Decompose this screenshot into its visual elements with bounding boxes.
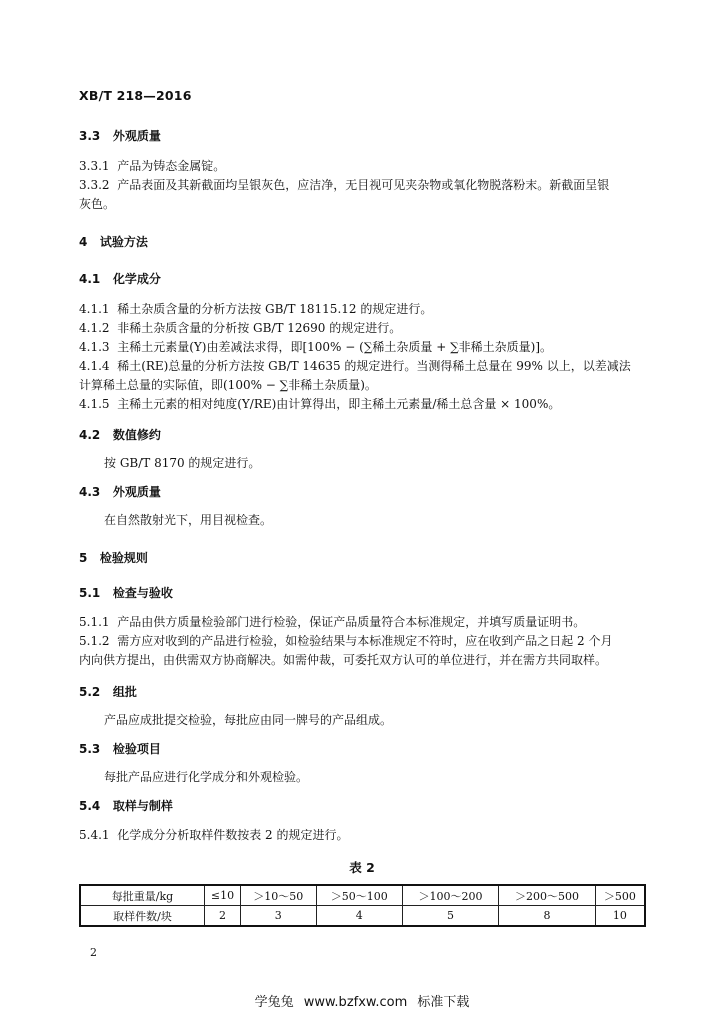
clause-number: 5.4.1 — [79, 828, 110, 842]
clause-5-1-2-continuation: 内向供方提出，由供需双方协商解决。如需仲裁，可委托双方认可的单位进行，并在需方共同取样。 — [79, 653, 608, 667]
section-heading-5-1 — [79, 585, 173, 602]
clause-4-1-4 — [79, 358, 631, 375]
clause-number: 5.1.1 — [79, 615, 110, 629]
section-heading-4-3 — [79, 484, 161, 501]
table-cell: 8 — [499, 906, 595, 927]
table-row — [80, 906, 645, 927]
section-heading-3-3 — [79, 128, 161, 145]
table-cell: ＞200～500 — [499, 885, 595, 906]
clause-4-1-3 — [79, 339, 552, 356]
section-heading-5 — [79, 550, 148, 567]
table-cell: ＞10～50 — [240, 885, 316, 906]
section-number: 4 — [79, 235, 88, 249]
section-title: 取样与制样 — [112, 799, 173, 813]
clause-4-1-5 — [79, 396, 560, 413]
table-cell: ＞100～200 — [402, 885, 498, 906]
section-number: 5.4 — [79, 799, 101, 813]
clause-text: 稀土杂质含量的分析方法按 GB/T 18115.12 的规定进行。 — [117, 302, 433, 316]
clause-5-1-1 — [79, 614, 585, 631]
section-heading-4-1 — [79, 271, 161, 288]
clause-4-1-4-continuation: 计算稀土总量的实际值，即(100% − ∑非稀土杂质量)。 — [79, 378, 377, 392]
clause-3-3-1 — [79, 158, 225, 175]
clause-number: 5.1.2 — [79, 634, 110, 648]
clause-number: 4.1.5 — [79, 397, 110, 411]
section-heading-5-3 — [79, 741, 161, 758]
section-title: 化学成分 — [112, 272, 161, 286]
section-title: 检验规则 — [99, 551, 148, 565]
table-cell: ＞500 — [595, 885, 645, 906]
clause-number: 4.1.3 — [79, 340, 110, 354]
clause-5-4-1 — [79, 827, 348, 844]
clause-3-3-2-continuation: 灰色。 — [79, 197, 116, 211]
page-number: 2 — [90, 946, 97, 959]
section-number: 4.3 — [79, 485, 101, 499]
clause-4-1-2 — [79, 320, 401, 337]
table-row — [80, 885, 645, 906]
clause-text: 产品为铸态金属锭。 — [117, 159, 226, 173]
section-title: 组批 — [112, 685, 137, 699]
table-cell: ≤10 — [205, 885, 241, 906]
section-4-3-text: 在自然散射光下，用目视检查。 — [104, 513, 273, 527]
clause-number: 3.3.1 — [79, 159, 110, 173]
section-title: 检查与验收 — [112, 586, 173, 600]
section-heading-4 — [79, 234, 148, 251]
section-number: 5 — [79, 551, 88, 565]
section-number: 3.3 — [79, 129, 101, 143]
section-title: 数值修约 — [112, 428, 161, 442]
table-cell: 5 — [402, 906, 498, 927]
section-title: 外观质量 — [112, 129, 161, 143]
table-cell: 10 — [595, 906, 645, 927]
clause-4-1-1 — [79, 301, 432, 318]
clause-number: 4.1.4 — [79, 359, 110, 373]
section-5-2-text: 产品应成批提交检验，每批应由同一牌号的产品组成。 — [104, 713, 393, 727]
table-caption: 表 2 — [349, 860, 375, 875]
document-number: XB/T 218—2016 — [79, 88, 192, 103]
section-heading-4-2 — [79, 427, 161, 444]
footer-watermark-text: 学兔兔 www.bzfxw.com 标准下载 — [254, 995, 470, 1010]
clause-text: 非稀土杂质含量的分析按 GB/T 12690 的规定进行。 — [117, 321, 402, 335]
clause-number: 3.3.2 — [79, 178, 110, 192]
clause-number: 4.1.1 — [79, 302, 110, 316]
section-number: 5.2 — [79, 685, 101, 699]
section-number: 5.3 — [79, 742, 101, 756]
clause-text: 产品表面及其新截面均呈银灰色，应洁净，无目视可见夹杂物或氧化物脱落粉末。新截面呈银 — [117, 178, 610, 192]
table-cell: 3 — [240, 906, 316, 927]
clause-text: 化学成分分析取样件数按表 2 的规定进行。 — [117, 828, 349, 842]
table-cell: ＞50～100 — [316, 885, 402, 906]
clause-3-3-2 — [79, 177, 609, 194]
clause-5-1-2 — [79, 633, 612, 650]
section-number: 4.1 — [79, 272, 101, 286]
sampling-table — [79, 884, 646, 927]
section-number: 5.1 — [79, 586, 101, 600]
section-title: 试验方法 — [99, 235, 148, 249]
clause-text: 主稀土元素的相对纯度(Y/RE)由计算得出，即主稀土元素量/稀土总含量 × 100%。 — [117, 397, 561, 411]
section-title: 外观质量 — [112, 485, 161, 499]
clause-text: 稀土(RE)总量的分析方法按 GB/T 14635 的规定进行。当测得稀土总量在 99% 以上，以差减法 — [117, 359, 631, 373]
section-5-3-text: 每批产品应进行化学成分和外观检验。 — [104, 770, 309, 784]
table-cell: 2 — [205, 906, 241, 927]
table-cell: 4 — [316, 906, 402, 927]
section-4-2-text: 按 GB/T 8170 的规定进行。 — [104, 456, 261, 470]
section-heading-5-4 — [79, 798, 173, 815]
clause-number: 4.1.2 — [79, 321, 110, 335]
section-heading-5-2 — [79, 684, 137, 701]
section-number: 4.2 — [79, 428, 101, 442]
section-title: 检验项目 — [112, 742, 161, 756]
clause-text: 主稀土元素量(Y)由差减法求得，即[100% − (∑稀土杂质量 + ∑非稀土杂质量)]。 — [117, 340, 553, 354]
row-header: 取样件数/块 — [80, 906, 205, 927]
row-header: 每批重量/kg — [80, 885, 205, 906]
clause-text: 需方应对收到的产品进行检验，如检验结果与本标准规定不符时，应在收到产品之日起 2 个月 — [117, 634, 613, 648]
clause-text: 产品由供方质量检验部门进行检验，保证产品质量符合本标准规定，并填写质量证明书。 — [117, 615, 586, 629]
